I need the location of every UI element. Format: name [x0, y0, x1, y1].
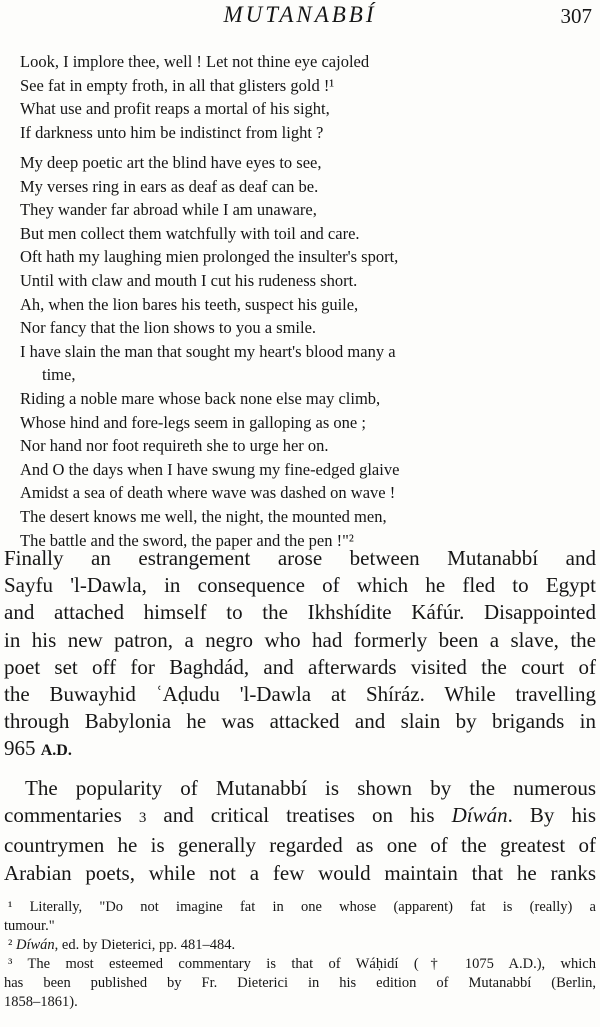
- verse-line: Riding a noble mare whose back none else may climb,: [20, 388, 381, 408]
- verse-line: The desert knows me well, the night, the mounted men,: [20, 506, 387, 526]
- prose-line: in his new patron, a negro who had formerly been a slave, the: [4, 627, 596, 652]
- verse-line: My deep poetic art the blind have eyes to see,: [20, 153, 322, 172]
- verse-line: But men collect them watchfully with toil and care.: [20, 223, 360, 243]
- footnote-2: [4, 936, 596, 955]
- footnote-3: [4, 955, 596, 1012]
- running-title: MUTANABBÍ: [223, 2, 377, 27]
- footnote-line: [4, 936, 596, 955]
- footnote-line: tumour.": [4, 918, 55, 934]
- verse-line: Whose hind and fore-legs seem in galloping as one ;: [20, 412, 366, 432]
- verse-stanza-1: [20, 50, 595, 144]
- verse-line: Until with claw and mouth I cut his rudeness short.: [20, 270, 358, 290]
- verse-line: If darkness unto him be indistinct from light ?: [20, 122, 324, 142]
- footnote-line: ³ The most esteemed commentary is that of Wáḥidí († 1075 A.D.), which: [8, 956, 596, 972]
- prose-text: The popularity of Mutanabbí is shown by the numerous: [25, 776, 596, 800]
- verse-line: And O the days when I have swung my fine-edged glaive: [20, 459, 400, 479]
- verse-stanza-2: [20, 151, 595, 552]
- running-head: [0, 2, 600, 32]
- footnote-text: , ed. by Dieterici, pp. 481–484.: [54, 937, 236, 953]
- year: 965: [4, 736, 36, 761]
- verse-line: Look, I implore thee, well ! Let not thine eye cajoled: [20, 52, 370, 71]
- prose-text: and critical treatises on his: [146, 803, 452, 828]
- book-title: Díwán: [451, 803, 508, 828]
- verse-line: The battle and the sword, the paper and the pen !"²: [20, 530, 354, 550]
- prose-line: Finally an estrangement arose between Mutanabbí and: [4, 546, 596, 570]
- footnote-marker: ²: [8, 937, 13, 953]
- footnotes: [4, 898, 596, 1012]
- prose-line: poet set off for Baghdád, and afterwards visited the court of: [4, 654, 596, 679]
- verse-line: See fat in empty froth, in all that glisters gold !¹: [20, 75, 335, 95]
- prose-line: countrymen he is generally regarded as one of the greatest of: [4, 833, 596, 858]
- verse-line: I have slain the man that sought my heart's blood many a: [20, 341, 396, 361]
- prose-line: [4, 775, 596, 802]
- body-paragraph-1: [4, 545, 596, 765]
- prose-text: . By his: [507, 803, 596, 828]
- prose-line: the Buwayhid ʿAḍudu 'l-Dawla at Shíráz. While travelling: [4, 682, 596, 707]
- footnote-line: 1858–1861).: [4, 994, 78, 1010]
- prose-line: through Babylonia he was attacked and slain by brigands in: [4, 709, 596, 734]
- verse-line: Ah, when the lion bares his teeth, suspect his guile,: [20, 294, 359, 314]
- verse-line: Oft hath my laughing mien prolonged the insulter's sport,: [20, 247, 399, 267]
- body-paragraph-2: [4, 775, 596, 887]
- verse-line: Nor fancy that the lion shows to you a smile.: [20, 318, 317, 338]
- footnote-line: ¹ Literally, "Do not imagine fat in one whose (apparent) fat is (really) a: [8, 899, 596, 915]
- prose-line: Arabian poets, while not a few would maintain that he ranks: [4, 860, 596, 885]
- verse-line-continuation: time,: [42, 365, 76, 385]
- footnote-ref: 3: [138, 810, 147, 827]
- prose-line: and attached himself to the Ikhshídite Káfúr. Disappointed: [4, 600, 596, 625]
- footnote-1: [4, 898, 596, 936]
- book-title: Díwán: [15, 937, 55, 953]
- verse-line: Amidst a sea of death where wave was dashed on wave !: [20, 483, 396, 503]
- page-number: 307: [560, 4, 592, 28]
- prose-line-last: [4, 735, 596, 764]
- verse-line: What use and profit reaps a mortal of his sight,: [20, 99, 330, 119]
- verse-line: They wander far abroad while I am unaware,: [20, 200, 317, 220]
- verse-line: My verses ring in ears as deaf as deaf can be.: [20, 176, 319, 196]
- prose-line: [4, 802, 596, 832]
- footnote-line: has been published by Fr. Dieterici in his edition of Mutanabbí (Berlin,: [4, 975, 596, 991]
- prose-line: Sayfu 'l-Dawla, in consequence of which he fled to Egypt: [4, 573, 596, 598]
- era-abbreviation: A.D.: [40, 742, 72, 760]
- verse-line: Nor hand nor foot requireth she to urge her on.: [20, 436, 329, 456]
- prose-text: commentaries: [4, 803, 122, 828]
